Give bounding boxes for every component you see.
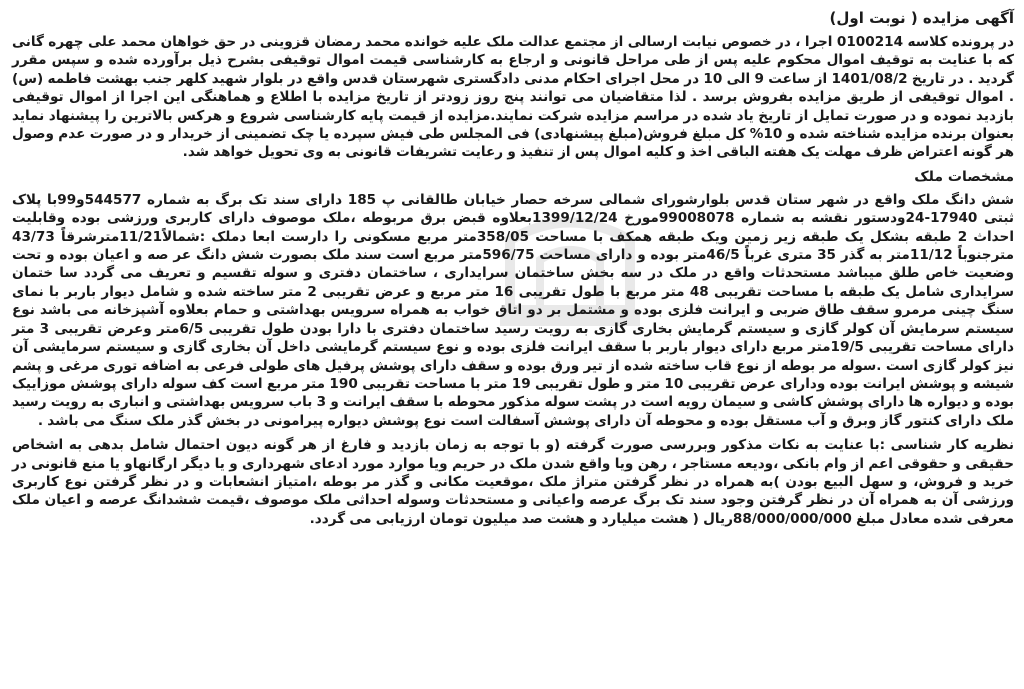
expert-appraisal-paragraph: نظریه کار شناسی :با عنایت به نکات مذکور وبررسی صورت گرفته (و با توجه به زمان بازدید و فارغ از هر گونه دیون احتمال شامل بدهی به اشخاص حقیقی و حقوقی اعم از وام بانکی ،ودیعه مستاجر ، رهن ویا واقع شدن ملک در حریم ویا موارد مورد ادعای شهرداری و یا دیگر ارگانهاو یا منع قانونی در خرید و فروش، و سهل البیع بودن )به همراه در نظر گرفتن متراژ ملک ،موقعیت مکانی و گذر مر بوطه ،امتیاز انشعابات و در نظر گرفتن نوع کاربری ورزشی آن به همراه آن در نظر گرفتن وجود سند تک برگ عرصه واعیانی و مستحدثات وسوله احداثی ملک موصوف ،قیمت ششدانگ عرصه و اعیان ملک معرفی شده معادل مبلغ 88/000/000/000ریال ( هشت میلیارد و هشت صد میلیون تومان ارزیابی می گردد. [12, 437, 1014, 527]
intro-paragraph: در پرونده کلاسه 0100214 اجرا ، در خصوص نیابت ارسالی از مجتمع عدالت ملک علیه خوانده محمد رمضان قزوینی در حق خواهان محمد علی چهره گانی که با عنایت به توقیف اموال محکوم علیه پس از طی مراحل قانونی و ارجاع به کارشناسی قیمت اموال توقیفی بشرح ذیل برآورده شده و سپس مقرر گردید . در تاریخ 1401/08/2 از ساعت 9 الی 10 در محل اجرای احکام مدنی دادگستری شهرستان قدس واقع در بلوار شهید کلهر جنب بهشت فاطمه (س) . اموال توقیفی از طریق مزایده بفروش برسد . لذا متقاضیان می توانند پنج روز زودتر از تاریخ مزایده با اطلاع و هماهنگی این اجرا از اموال توقیفی بازدید نموده و در صورت تمایل از تاریخ یاد شده در مراسم مزایده شرکت نمایند.مزایده از قیمت پایه کارشناسی شروع و هرکس بالاترین را پیشنهاد نماید بعنوان برنده مزایده شناخته شده و 10% کل مبلغ فروش(مبلغ پیشنهادی) فی المجلس طی فیش سپرده یا چک تضمینی از خریدار و در صورت عدم وصول هر گونه اعتراض ظرف مهلت یک هفته الباقی اخذ و کلیه اموال پس از تنفیذ و رعایت تشریفات قانونی به وی تحویل خواهد شد. [12, 34, 1014, 161]
property-specs-title: مشخصات ملک [914, 168, 1014, 185]
property-description-paragraph: شش دانگ ملک واقع در شهر ستان قدس بلوارشورای شمالی سرخه حصار خیابان طالقانی پ 185 دارای سند تک برگ به شماره 544577و99با پلاک ثبتی 17940-24ودستور نقشه به شماره 99008078مورخ 1399/12/24بعلاوه قبض برق مربوطه ،ملک موصوف دارای کاربری ورزشی بوده وقابلیت احداث 2 طبقه بشکل یک طبقه زیر زمین ویک طبقه همکف با مساحت 358/05متر مربع مسکونی را دارست ابعا دملک :شمالاً11/21مترشرقاً 43/73 مترجنوباً 11/12متر به گذر 35 متری غرباً 46/5متر بوده و دارای مساحت 596/75متر مربع است سند ملک بصورت شش دانگ عر صه و اعیان بوده و تحت وضعیت خاص طلق میباشد مستحدثات واقع در ملک در سه بخش ساختمان سرایداری ، ساختمان دفتری و سوله تقسیم و تعریف می گردد سا ختمان سرایداری شامل یک طبقه با مساحت تقریبی 48 متر مربع با طول تقریبی 16 متر مربع و عرض تقریبی 2 متر ساخته شده و شامل دیوار باربر با نمای سنگ چینی مرمرو سقف طاق ضربی و ایرانت فلزی بوده و مشتمل بر دو اتاق خواب به همراه سرویس بهداشتی و حمام بعلاوه آشپزخانه می باشد نوع سیستم سرمایش آن کولر گازی و سیستم گرمایش بخاری گازی به رویت رسید ساختمان دفتری با دارا بودن طول تقریبی 6/5متر وعرض تقریبی 3 متر دارای مساحت تقریبی 19/5متر مربع دارای دیوار باربر با سقف ایرانت فلزی بوده و نوع سیستم گرمایشی داخل آن بخاری گازی و سیستم سرمایشی آن نیز کولر گازی است .سوله مر بوطه از نوع قاب ساخته شده از تیر ورق بوده و سقف دارای پوشش پرفیل های طولی فرعی به اضافه توری مرغی و پشم شیشه و پوشش ایرانت بوده ودارای عرض تقریبی 10 متر و طول تقریبی 19 متر با مساحت تقریبی 190 متر مربع است کف سوله دارای پوشش موزاییک بوده و دیواره ها دارای پوشش کاشی و سیمان رویه است در پشت سوله مذکور محوطه با سقف ایرانت و 3 باب سرویس بهداشتی و انباری به رویت رسید ملک دارای کنتور گاز وبرق و آب مستقل بوده و محوطه آن دارای پوشش آسفالت است نوع پوشش دیواره پیرامونی در بخش گذر ملک سنگ می باشد . [12, 191, 1015, 429]
notice-heading: آگهی مزایده ( نوبت اول) [829, 9, 1014, 27]
